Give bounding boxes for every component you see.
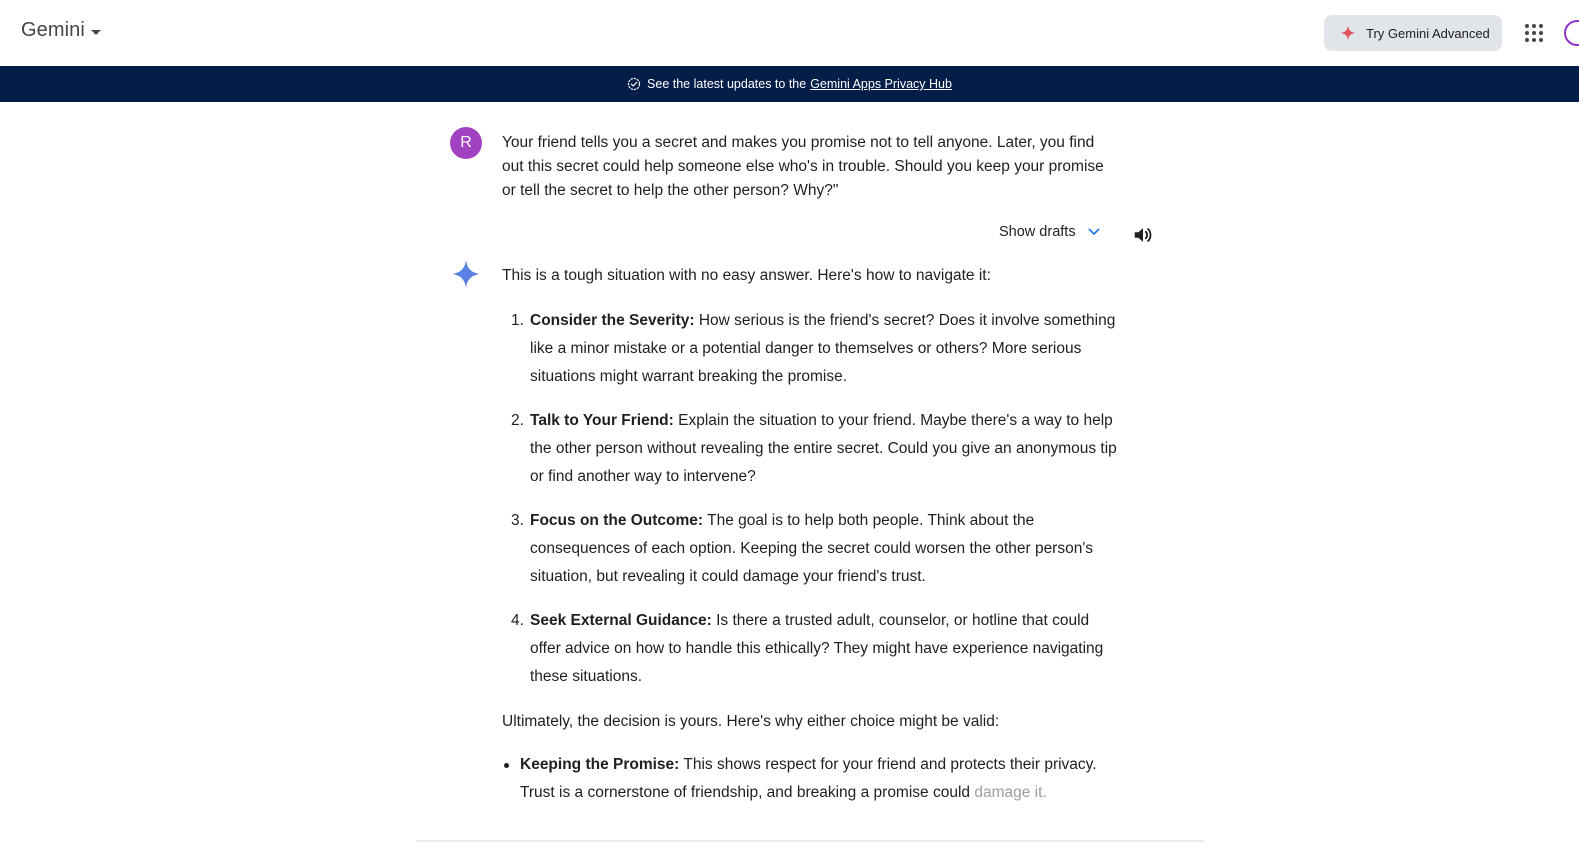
- bullet-text: This shows respect for your friend and protects their privacy. Trust is a cornerstone of friendship, and breaking a promise could: [520, 756, 1097, 801]
- step-title: Focus on the Outcome:: [530, 512, 704, 529]
- chevron-down-icon: [1086, 224, 1102, 240]
- speaker-icon[interactable]: [1132, 224, 1154, 246]
- step-text: Is there a trusted adult, counselor, or hotline that could offer advice on how to handle this ethically? They might have experience navigating these situations.: [530, 612, 1104, 685]
- list-item: [502, 507, 1122, 591]
- bullet-title: Keeping the Promise:: [520, 756, 680, 773]
- privacy-hub-link[interactable]: Gemini Apps Privacy Hub: [810, 77, 952, 91]
- bullet-icon: [504, 763, 509, 768]
- step-text: The goal is to help both people. Think about the consequences of each option. Keeping the secret could worsen the other person's situation, but revealing it could damage your friend's trust.: [530, 512, 1094, 585]
- list-item: [502, 607, 1122, 691]
- apps-grid-icon[interactable]: [1523, 22, 1545, 44]
- list-number: 1.: [511, 312, 524, 329]
- user-initial: R: [460, 134, 472, 151]
- privacy-banner: [0, 66, 1579, 102]
- list-number: 3.: [511, 512, 524, 529]
- list-item: [502, 751, 1122, 807]
- list-item: [502, 307, 1122, 391]
- model-response: [502, 264, 1122, 807]
- user-prompt: Your friend tells you a secret and makes you promise not to tell anyone. Later, you find out this secret could help someone else who's in trouble. Should you keep your promise or tell the secret to help the other person? Why?": [502, 134, 1104, 199]
- step-title: Talk to Your Friend:: [530, 412, 674, 429]
- try-gemini-advanced-button[interactable]: [1324, 15, 1502, 51]
- step-text: How serious is the friend's secret? Does it involve something like a minor mistake or a potential danger to themselves or others? More serious situations might warrant breaking the promise.: [530, 312, 1116, 385]
- input-area-top-edge: [416, 840, 1204, 842]
- response-closing: Ultimately, the decision is yours. Here's why either choice might be valid:: [502, 713, 1000, 730]
- account-avatar[interactable]: [1564, 20, 1579, 46]
- list-item: [502, 407, 1122, 491]
- response-intro: This is a tough situation with no easy answer. Here's how to navigate it:: [502, 267, 991, 284]
- verified-check-icon: [627, 77, 641, 91]
- caret-down-icon: [91, 30, 101, 35]
- list-number: 4.: [511, 612, 524, 629]
- step-title: Consider the Severity:: [530, 312, 695, 329]
- list-number: 2.: [511, 412, 524, 429]
- bullet-text-faded: damage it.: [974, 784, 1047, 801]
- show-drafts-label: Show drafts: [999, 224, 1076, 240]
- step-text: Explain the situation to your friend. Maybe there's a way to help the other person without revealing the entire secret. Could you give an anonymous tip or find another way to intervene?: [530, 412, 1117, 485]
- choices-list: [502, 751, 1122, 807]
- try-gemini-advanced-label: Try Gemini Advanced: [1366, 25, 1490, 41]
- top-bar: [0, 0, 1579, 66]
- banner-text: See the latest updates to the: [647, 77, 807, 91]
- step-title: Seek External Guidance:: [530, 612, 712, 629]
- user-avatar: [450, 127, 482, 159]
- model-switcher[interactable]: [21, 19, 101, 42]
- steps-list: [502, 307, 1122, 691]
- gemini-sparkle-icon: [450, 258, 482, 290]
- show-drafts-button[interactable]: [999, 224, 1102, 240]
- sparkle-icon: [1340, 25, 1356, 41]
- brand-name: Gemini: [21, 19, 85, 41]
